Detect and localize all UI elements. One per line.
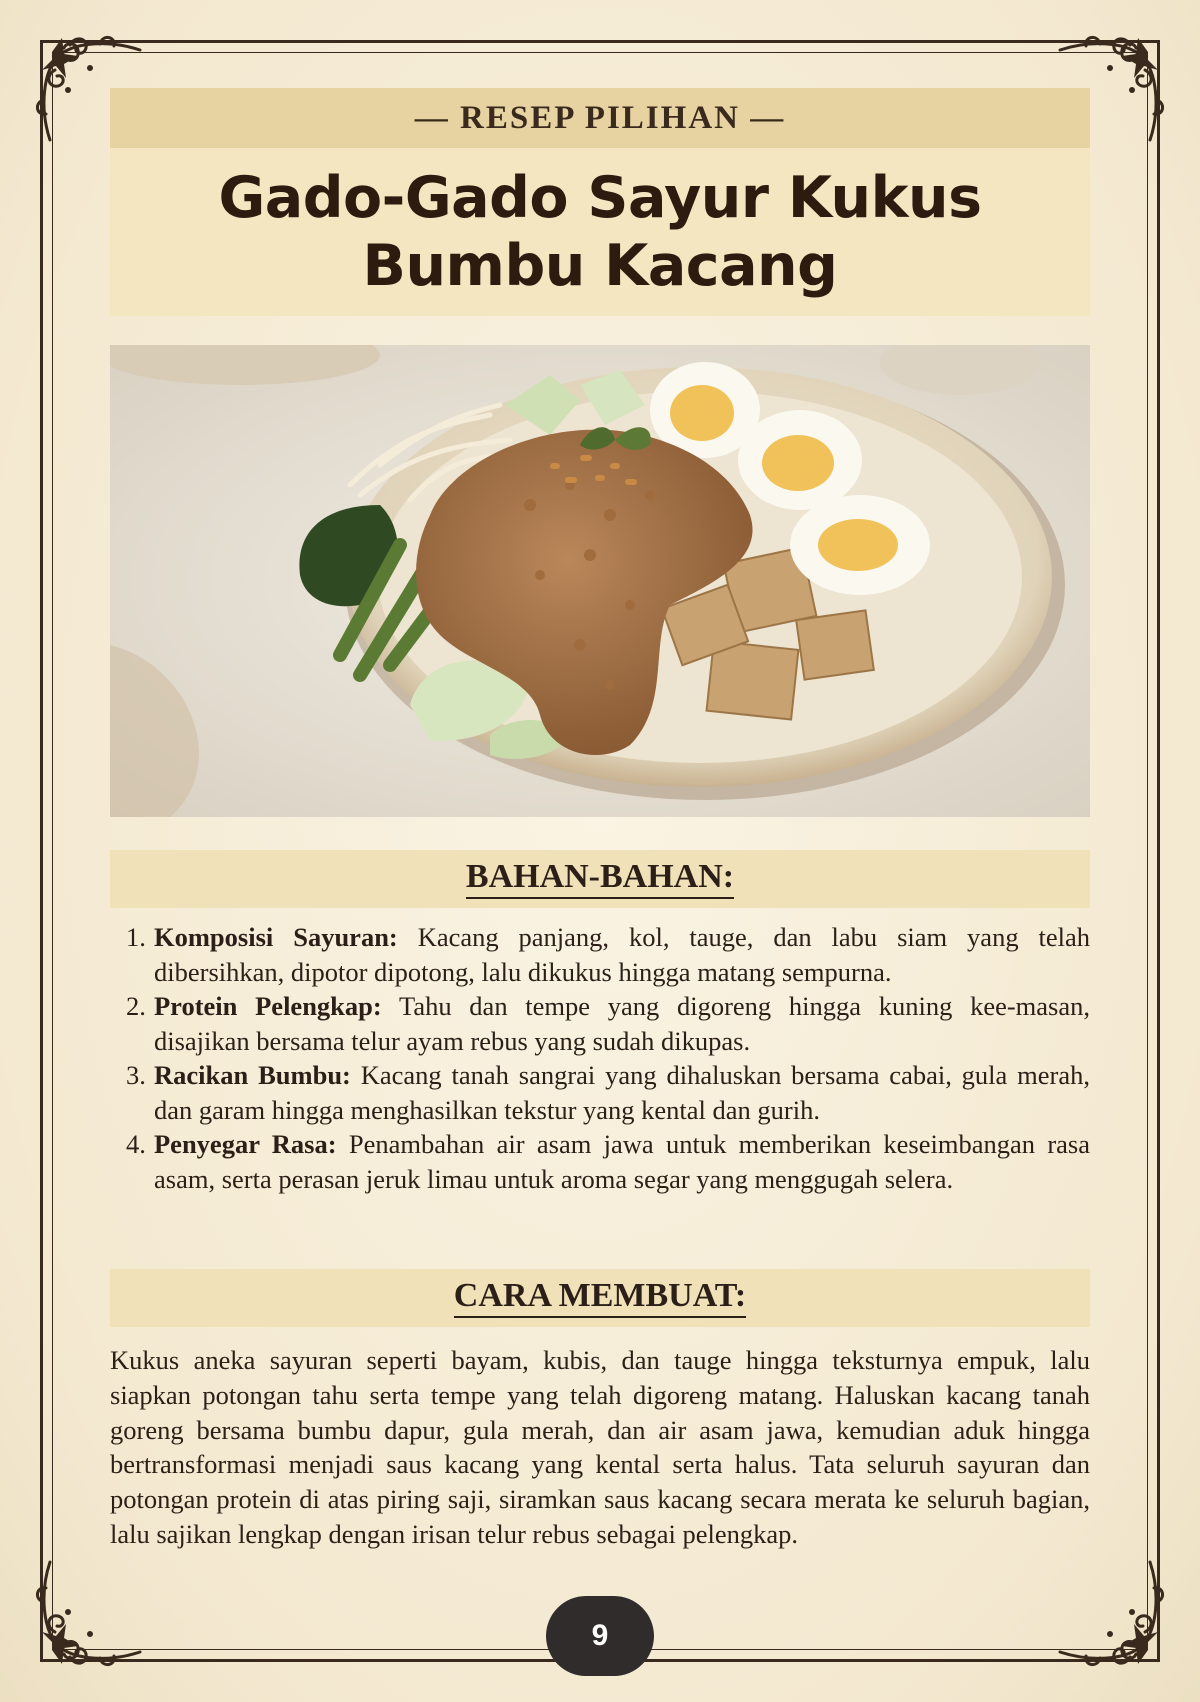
item-label: Protein Pelengkap:	[154, 991, 382, 1021]
ornament-corner-icon	[30, 1542, 160, 1672]
list-number: 3.	[126, 1060, 146, 1090]
kicker-band	[110, 88, 1090, 148]
ingredients-heading: BAHAN-BAHAN:	[466, 859, 734, 899]
list-item	[126, 1058, 1090, 1127]
ornament-corner-icon	[1040, 1542, 1170, 1672]
list-item	[126, 920, 1090, 989]
ingredients-list	[126, 920, 1090, 1196]
list-number: 1.	[126, 922, 146, 952]
item-text: Penambahan air asam jawa untuk memberikan keseimbangan rasa asam, serta perasan jeruk limau untuk aroma segar yang menggugah selera.	[154, 1129, 1090, 1194]
method-heading: CARA MEMBUAT:	[454, 1278, 746, 1318]
item-label: Penyegar Rasa:	[154, 1129, 337, 1159]
list-body	[154, 920, 1090, 989]
kicker-label: — RESEP PILIHAN —	[414, 99, 786, 136]
title-band	[110, 148, 1090, 316]
recipe-title-line-1: Gado-Gado Sayur Kukus	[218, 165, 982, 231]
recipe-title-line-2: Bumbu Kacang	[362, 233, 838, 299]
list-item	[126, 989, 1090, 1058]
ingredients-heading-band	[110, 850, 1090, 908]
dish-photo	[110, 345, 1090, 817]
item-label: Komposisi Sayuran:	[154, 922, 398, 952]
list-number: 4.	[126, 1129, 146, 1159]
method-heading-band	[110, 1269, 1090, 1327]
list-body	[154, 1127, 1090, 1196]
page-number: 9	[591, 1619, 609, 1652]
item-label: Racikan Bumbu:	[154, 1060, 351, 1090]
page-number-badge	[546, 1596, 654, 1676]
list-body	[154, 1058, 1090, 1127]
item-text: Kacang tanah sangrai yang dihaluskan bersama cabai, gula merah, dan garam hingga menghasilkan tekstur yang kental dan gurih.	[154, 1060, 1090, 1125]
item-text: Tahu dan tempe yang digoreng hingga kuning kee-masan, disajikan bersama telur ayam rebus yang sudah dikupas.	[154, 991, 1090, 1056]
item-text: Kacang panjang, kol, tauge, dan labu siam yang telah dibersihkan, dipotor dipotong, lalu dikukus hingga matang sempurna.	[154, 922, 1090, 987]
list-body	[154, 989, 1090, 1058]
gado-gado-plate-icon	[110, 345, 1090, 817]
list-number: 2.	[126, 991, 146, 1021]
method-paragraph: Kukus aneka sayuran seperti bayam, kubis, dan tauge hingga teksturnya empuk, lalu siapkan potongan tahu serta tempe yang telah digoreng matang. Haluskan kacang tanah goreng bersama bumbu dapur, gula merah, dan air asam jawa, kemudian aduk hingga bertransformasi menjadi saus kacang yang kental serta halus. Tata seluruh sayuran dan potongan protein di atas piring saji, siramkan saus kacang secara merata ke seluruh bagian, lalu sajikan lengkap dengan irisan telur rebus sebagai pelengkap.	[110, 1345, 1090, 1549]
list-item	[126, 1127, 1090, 1196]
